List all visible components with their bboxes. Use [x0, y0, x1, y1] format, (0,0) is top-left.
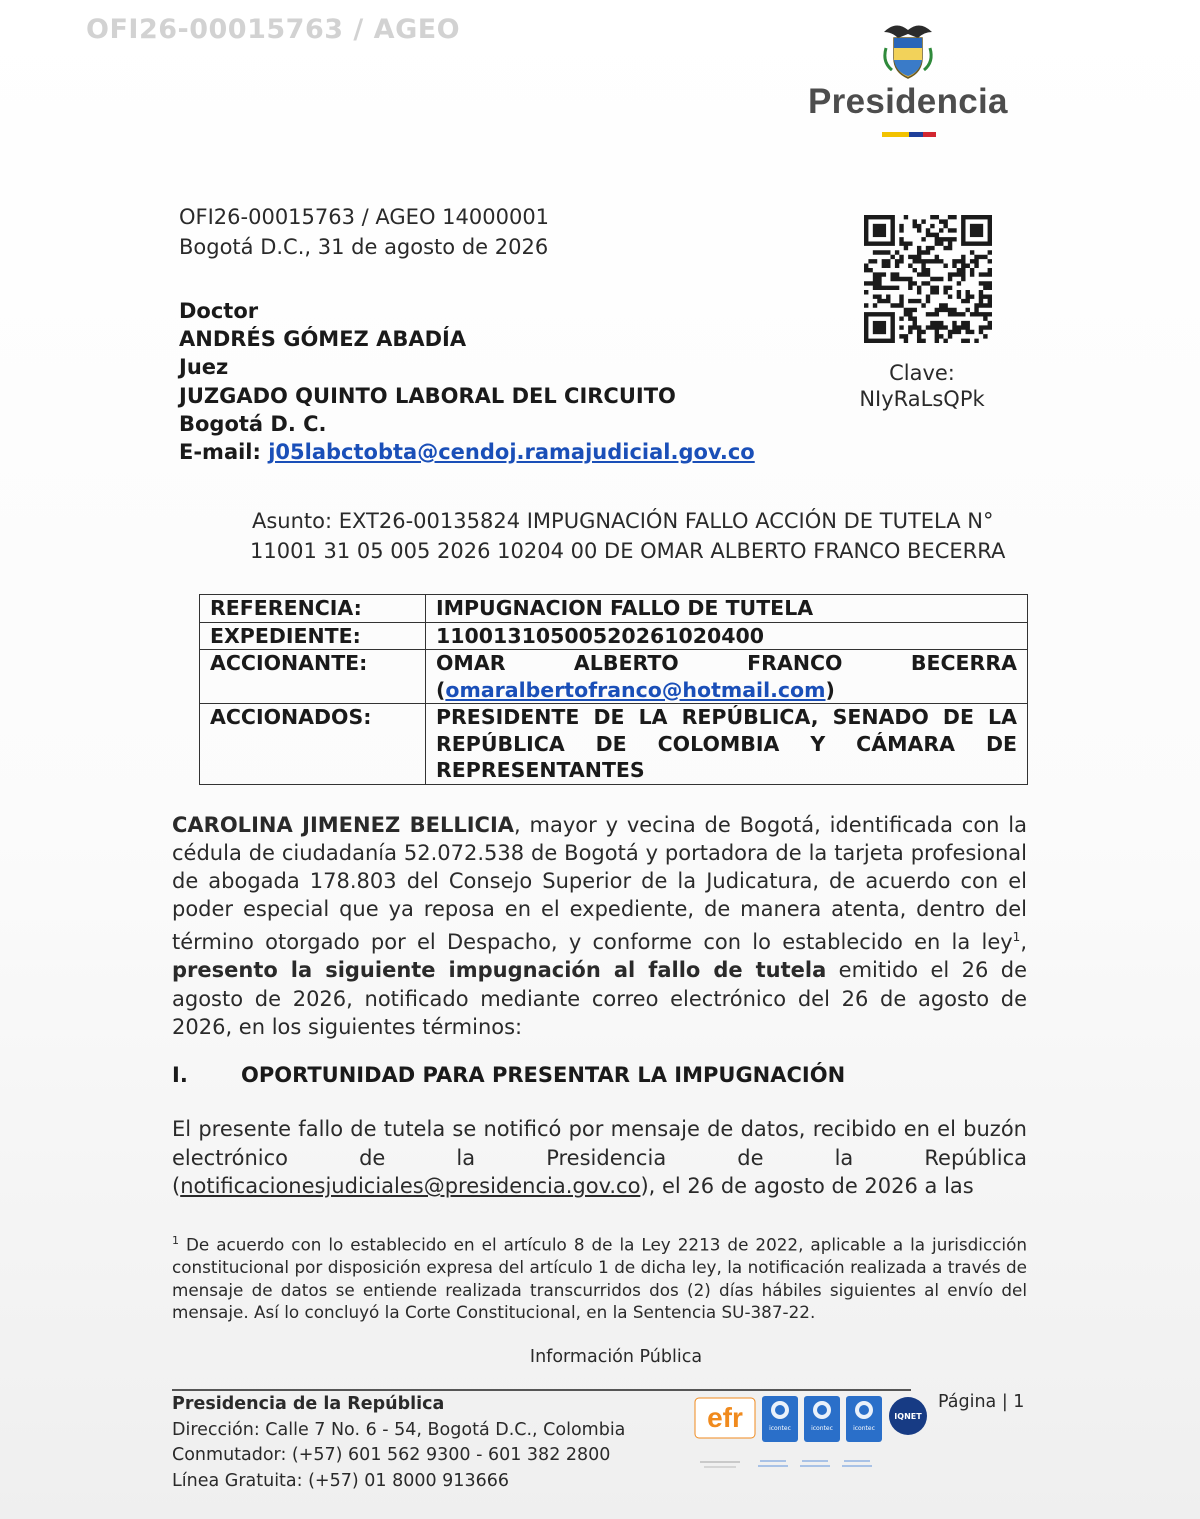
- intro-paragraph: [172, 811, 1027, 1041]
- timeliness-paragraph: [172, 1115, 1027, 1201]
- email-label: E-mail:: [179, 440, 261, 465]
- footnote: [172, 1230, 1027, 1324]
- addressee-court: JUZGADO QUINTO LABORAL DEL CIRCUITO: [179, 383, 676, 408]
- table-key: ACCIONANTE:: [200, 650, 426, 704]
- footer-toll-free: Línea Gratuita: (+57) 01 8000 913666: [172, 1470, 509, 1491]
- icontec-logo-text: icontec: [769, 1425, 791, 1432]
- addressee-title: Doctor: [179, 299, 259, 323]
- table-key: REFERENCIA:: [200, 595, 426, 623]
- petitioner-name: CAROLINA JIMENEZ BELLICIA: [172, 813, 515, 837]
- document-watermark: OFI26-00015763 / AGEO: [86, 14, 461, 45]
- table-value: PRESIDENTE DE LA REPÚBLICA, SENADO DE LA REPÚBLICA DE COLOMBIA Y CÁMARA DE REPRESENTANTES: [426, 704, 1028, 785]
- table-row: [200, 704, 1028, 785]
- addressee-name: ANDRÉS GÓMEZ ABADÍA: [179, 327, 467, 352]
- footnote-ref[interactable]: 1: [1012, 930, 1021, 945]
- table-value: IMPUGNACION FALLO DE TUTELA: [426, 595, 1028, 623]
- icontec-logo-3: [846, 1396, 882, 1442]
- addressee-email-row: [179, 438, 755, 466]
- addressee-city: Bogotá D. C.: [179, 411, 327, 436]
- footnote-text: De acuerdo con lo establecido en el artículo 8 de la Ley 2213 de 2022, aplicable a la jurisdicción constitucional por disposición expresa del artículo 1 de dicha ley, la notificación realizada a través de mensaje de datos se entiende realizada transcurridos dos (2) días hábiles siguientes al envío del mensaje. Así lo concluyó la Corte Constitucional, en la Sentencia SU-387-22.: [172, 1234, 1027, 1323]
- efr-logo: [695, 1398, 755, 1438]
- flag-stripe: [882, 132, 936, 137]
- paragraph-emphasis: presento la siguiente impugnación al fallo de tutela: [172, 958, 827, 983]
- paragraph-text: El presente fallo de tutela se notificó por mensaje de datos, recibido en el buzón electrónico de la Presidencia de la República (: [172, 1117, 1027, 1199]
- certification-logos: [694, 1394, 930, 1446]
- presidencia-logo-text: Presidencia: [808, 82, 1008, 121]
- paragraph-text: , mayor y vecina de Bogotá, identificada con la cédula de ciudadanía 52.072.538 de Bogotá y portadora de la tarjeta profesional de abogada 178.803 del Consejo Superior de la Judicatura, de acuerdo con el poder especial que ya reposa en el expediente, de manera atenta, dentro del término otorgado por el Despacho, y conforme con lo establecido en la ley: [172, 813, 1027, 955]
- table-value: [426, 650, 1028, 704]
- subject-line-1: Asunto: EXT26-00135824 IMPUGNACIÓN FALLO ACCIÓN DE TUTELA N°: [252, 509, 994, 533]
- page-number: Página | 1: [938, 1392, 1025, 1412]
- table-row: [200, 622, 1028, 650]
- section-number: I.: [172, 1063, 188, 1087]
- reference-table: [199, 594, 1028, 785]
- table-value: 11001310500520261020400: [426, 622, 1028, 650]
- addressee-role: Juez: [179, 355, 229, 380]
- addressee-block: [179, 297, 755, 466]
- footer-divider: [172, 1389, 911, 1391]
- table-key: ACCIONADOS:: [200, 704, 426, 785]
- notifications-email-link[interactable]: notificacionesjudiciales@presidencia.gov.co: [180, 1174, 641, 1199]
- subject-line-2: 11001 31 05 005 2026 10204 00 DE OMAR ALBERTO FRANCO BECERRA: [250, 539, 1006, 563]
- classification-label: Información Pública: [529, 1347, 703, 1367]
- plaintiff-name: OMAR ALBERTO FRANCO BECERRA: [436, 651, 1017, 675]
- verification-key: [820, 360, 1024, 412]
- iqnet-logo: [889, 1397, 927, 1435]
- icontec-logo-2: [804, 1396, 840, 1442]
- footer-phone: Conmutador: (+57) 601 562 9300 - 601 382 2800: [172, 1445, 611, 1465]
- certification-fineprint: [694, 1455, 894, 1477]
- footer-address: Dirección: Calle 7 No. 6 - 54, Bogotá D.C., Colombia: [172, 1419, 626, 1440]
- coat-of-arms-icon: [878, 18, 938, 82]
- plaintiff-email-link[interactable]: omaralbertofranco@hotmail.com: [445, 677, 826, 702]
- qr-code-icon: [864, 215, 992, 343]
- efr-logo-text: efr: [707, 1402, 743, 1433]
- section-heading: [172, 1063, 845, 1087]
- footer-contact: [172, 1392, 625, 1494]
- table-key: EXPEDIENTE:: [200, 622, 426, 650]
- office-reference: OFI26-00015763 / AGEO 14000001: [179, 205, 550, 229]
- table-row: [200, 650, 1028, 704]
- clave-value: NIyRaLsQPk: [859, 387, 985, 411]
- icontec-logo-1: [762, 1396, 798, 1442]
- footnote-number: 1: [172, 1234, 179, 1247]
- icontec-logo-text: icontec: [853, 1425, 875, 1432]
- iqnet-logo-text: IQNET: [894, 1412, 922, 1421]
- document-meta: [179, 202, 549, 262]
- plaintiff-email-row: (omaralbertofranco@hotmail.com): [436, 677, 835, 702]
- paragraph-text: ), el 26 de agosto de 2026 a las: [640, 1174, 974, 1199]
- clave-label: Clave:: [889, 361, 955, 385]
- icontec-logo-text: icontec: [811, 1425, 833, 1432]
- subject-block: [252, 506, 1027, 566]
- paragraph-text: ,: [1020, 930, 1027, 955]
- table-row: [200, 595, 1028, 623]
- footer-org: Presidencia de la República: [172, 1394, 445, 1414]
- section-title: OPORTUNIDAD PARA PRESENTAR LA IMPUGNACIÓN: [241, 1063, 846, 1087]
- document-date: Bogotá D.C., 31 de agosto de 2026: [179, 235, 549, 259]
- paragraph-text: emitido el 26 de agosto de 2026, notificado mediante correo electrónico del 26 de agosto de 2026, en los siguientes términos:: [172, 958, 1028, 1039]
- court-email-link[interactable]: j05labctobta@cendoj.ramajudicial.gov.co: [268, 440, 755, 465]
